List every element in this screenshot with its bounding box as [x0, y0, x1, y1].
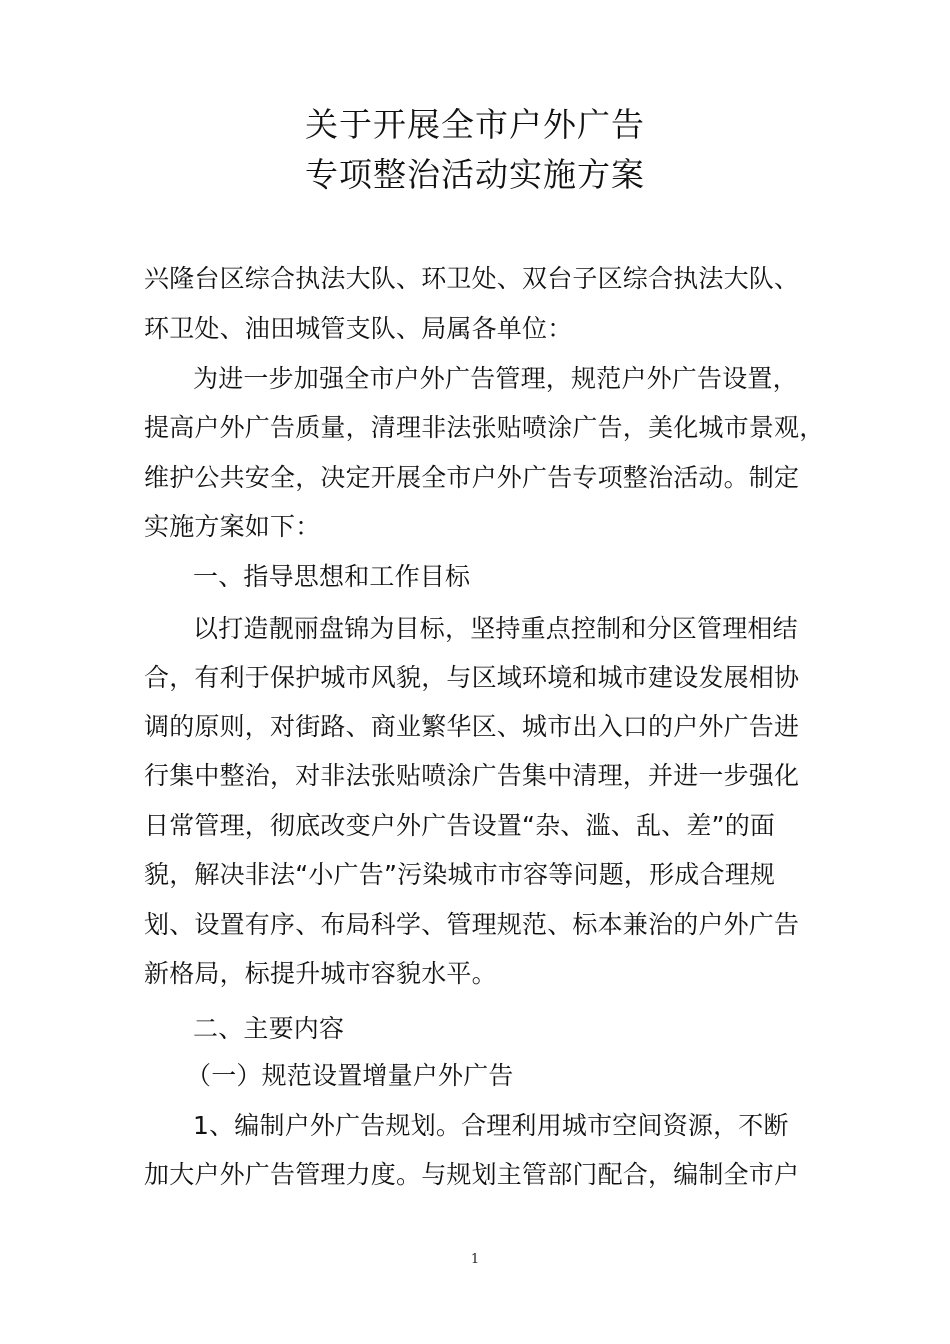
section1-line-2: 合，有利于保护城市风貌，与区域环境和城市建设发展相协 — [144, 663, 800, 692]
subsection1-heading: （一）规范设置增量户外广告 — [186, 1061, 514, 1090]
item1-line-2: 加大户外广告管理力度。与规划主管部门配合，编制全市户 — [144, 1160, 800, 1189]
page-number: 1 — [470, 1252, 480, 1267]
addressee-line-1: 兴隆台区综合执法大队、环卫处、双台子区综合执法大队、 — [144, 264, 800, 293]
section1-heading: 一、指导思想和工作目标 — [193, 562, 471, 591]
document-title-line-2: 专项整治活动实施方案 — [305, 155, 645, 194]
intro-line-3: 维护公共安全，决定开展全市户外广告专项整治活动。制定 — [144, 463, 800, 492]
section1-line-7: 划、设置有序、布局科学、管理规范、标本兼治的户外广告 — [144, 910, 800, 939]
addressee-line-2: 环卫处、油田城管支队、局属各单位： — [144, 314, 573, 343]
section1-line-1: 以打造靓丽盘锦为目标，坚持重点控制和分区管理相结 — [193, 614, 798, 643]
document-title-line-1: 关于开展全市户外广告 — [305, 105, 645, 144]
intro-line-1: 为进一步加强全市户外广告管理，规范户外广告设置， — [193, 364, 798, 393]
intro-line-2: 提高户外广告质量，清理非法张贴喷涂广告，美化城市景观， — [144, 413, 825, 442]
section1-line-4: 行集中整治，对非法张贴喷涂广告集中清理，并进一步强化 — [144, 761, 800, 790]
section1-line-8: 新格局，标提升城市容貌水平。 — [144, 959, 497, 988]
intro-line-4: 实施方案如下： — [144, 512, 321, 541]
item1-line-1: 1、编制户外广告规划。合理利用城市空间资源，不断 — [193, 1111, 789, 1140]
section2-heading: 二、主要内容 — [193, 1014, 345, 1043]
section1-line-3: 调的原则，对街路、商业繁华区、城市出入口的户外广告进 — [144, 712, 800, 741]
section1-line-5: 日常管理，彻底改变户外广告设置“杂、滥、乱、差”的面 — [144, 811, 776, 840]
section1-line-6: 貌，解决非法“小广告”污染城市市容等问题，形成合理规 — [144, 860, 776, 889]
